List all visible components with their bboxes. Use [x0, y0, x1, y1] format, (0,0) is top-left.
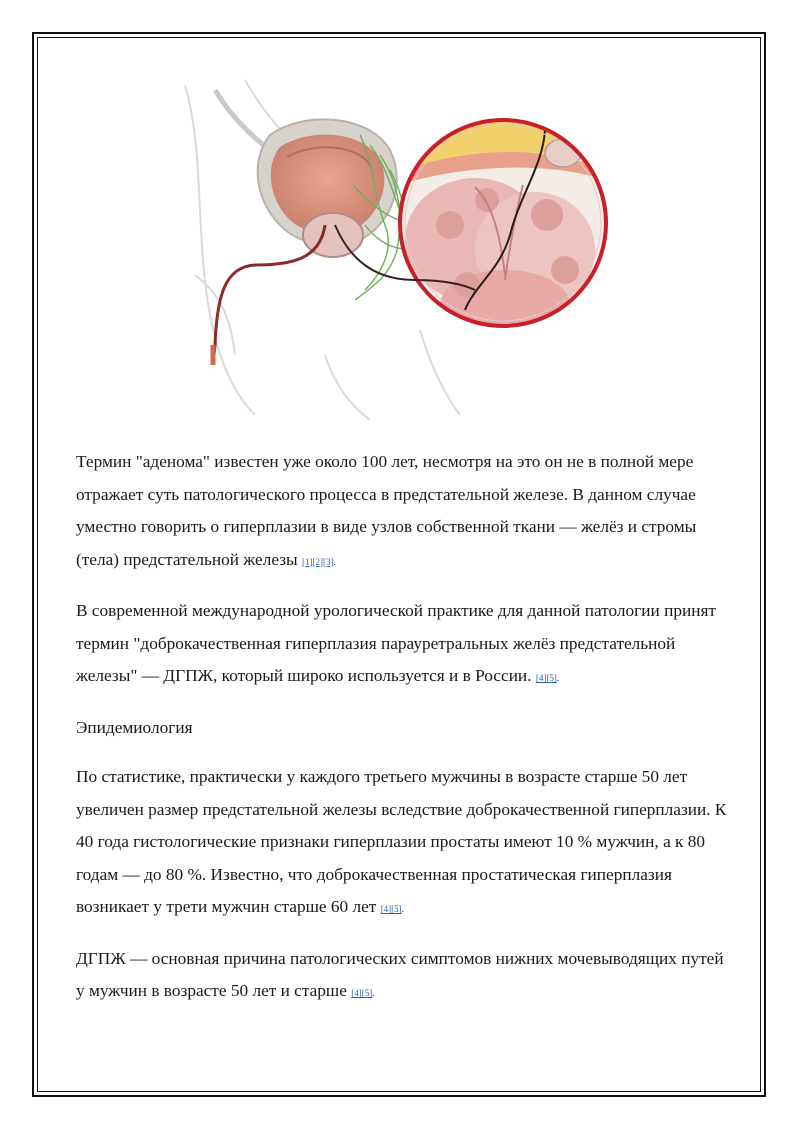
citation-link[interactable]: [1][2][3] — [301, 556, 334, 567]
ureter — [215, 90, 270, 150]
citation-link[interactable]: [4][5] — [535, 673, 557, 683]
citation-link[interactable]: [4][5] — [351, 988, 373, 998]
prostate-illustration — [175, 75, 615, 420]
magnified-view — [399, 115, 607, 340]
article-body — [76, 446, 736, 1027]
citation-link[interactable]: [4][5] — [380, 904, 402, 914]
paragraph-1: Термин "аденома" известен уже около 100 лет, несмотря на это он не в полной мере отражает суть патологического процесса в предстательной железе. В данном случае уместно говорить о гиперплазии в виде узлов собственной ткани — желёз и стромы (тела) предстательной железы [1][2][3]. — [76, 452, 697, 569]
paragraph-3: По статистике, практически у каждого третьего мужчины в возрасте старше 50 лет увеличен размер предстательной железы вследствие доброкачественной гиперплазии. К 40 года гистологические признаки гиперплазии простаты имеют 10 % мужчин, а к 80 годам — до 80 %. Известно, что доброкачественная простатическая гиперплазия возникает у трети мужчин старше 60 лет [4][5]. — [76, 767, 727, 916]
paragraph-4: ДГПЖ — основная причина патологических симптомов нижних мочевыводящих путей у мужчин в возрасте 50 лет и старше [4][5]. — [76, 948, 724, 1000]
section-heading-epidemiology: Эпидемиология — [76, 717, 193, 737]
paragraph-2: В современной международной урологической практике для данной патологии принят термин "доброкачественная гиперплазия парауретральных желёз предстательной железы" — ДГПЖ, который широко используется и в России. [4][5]. — [76, 601, 716, 685]
